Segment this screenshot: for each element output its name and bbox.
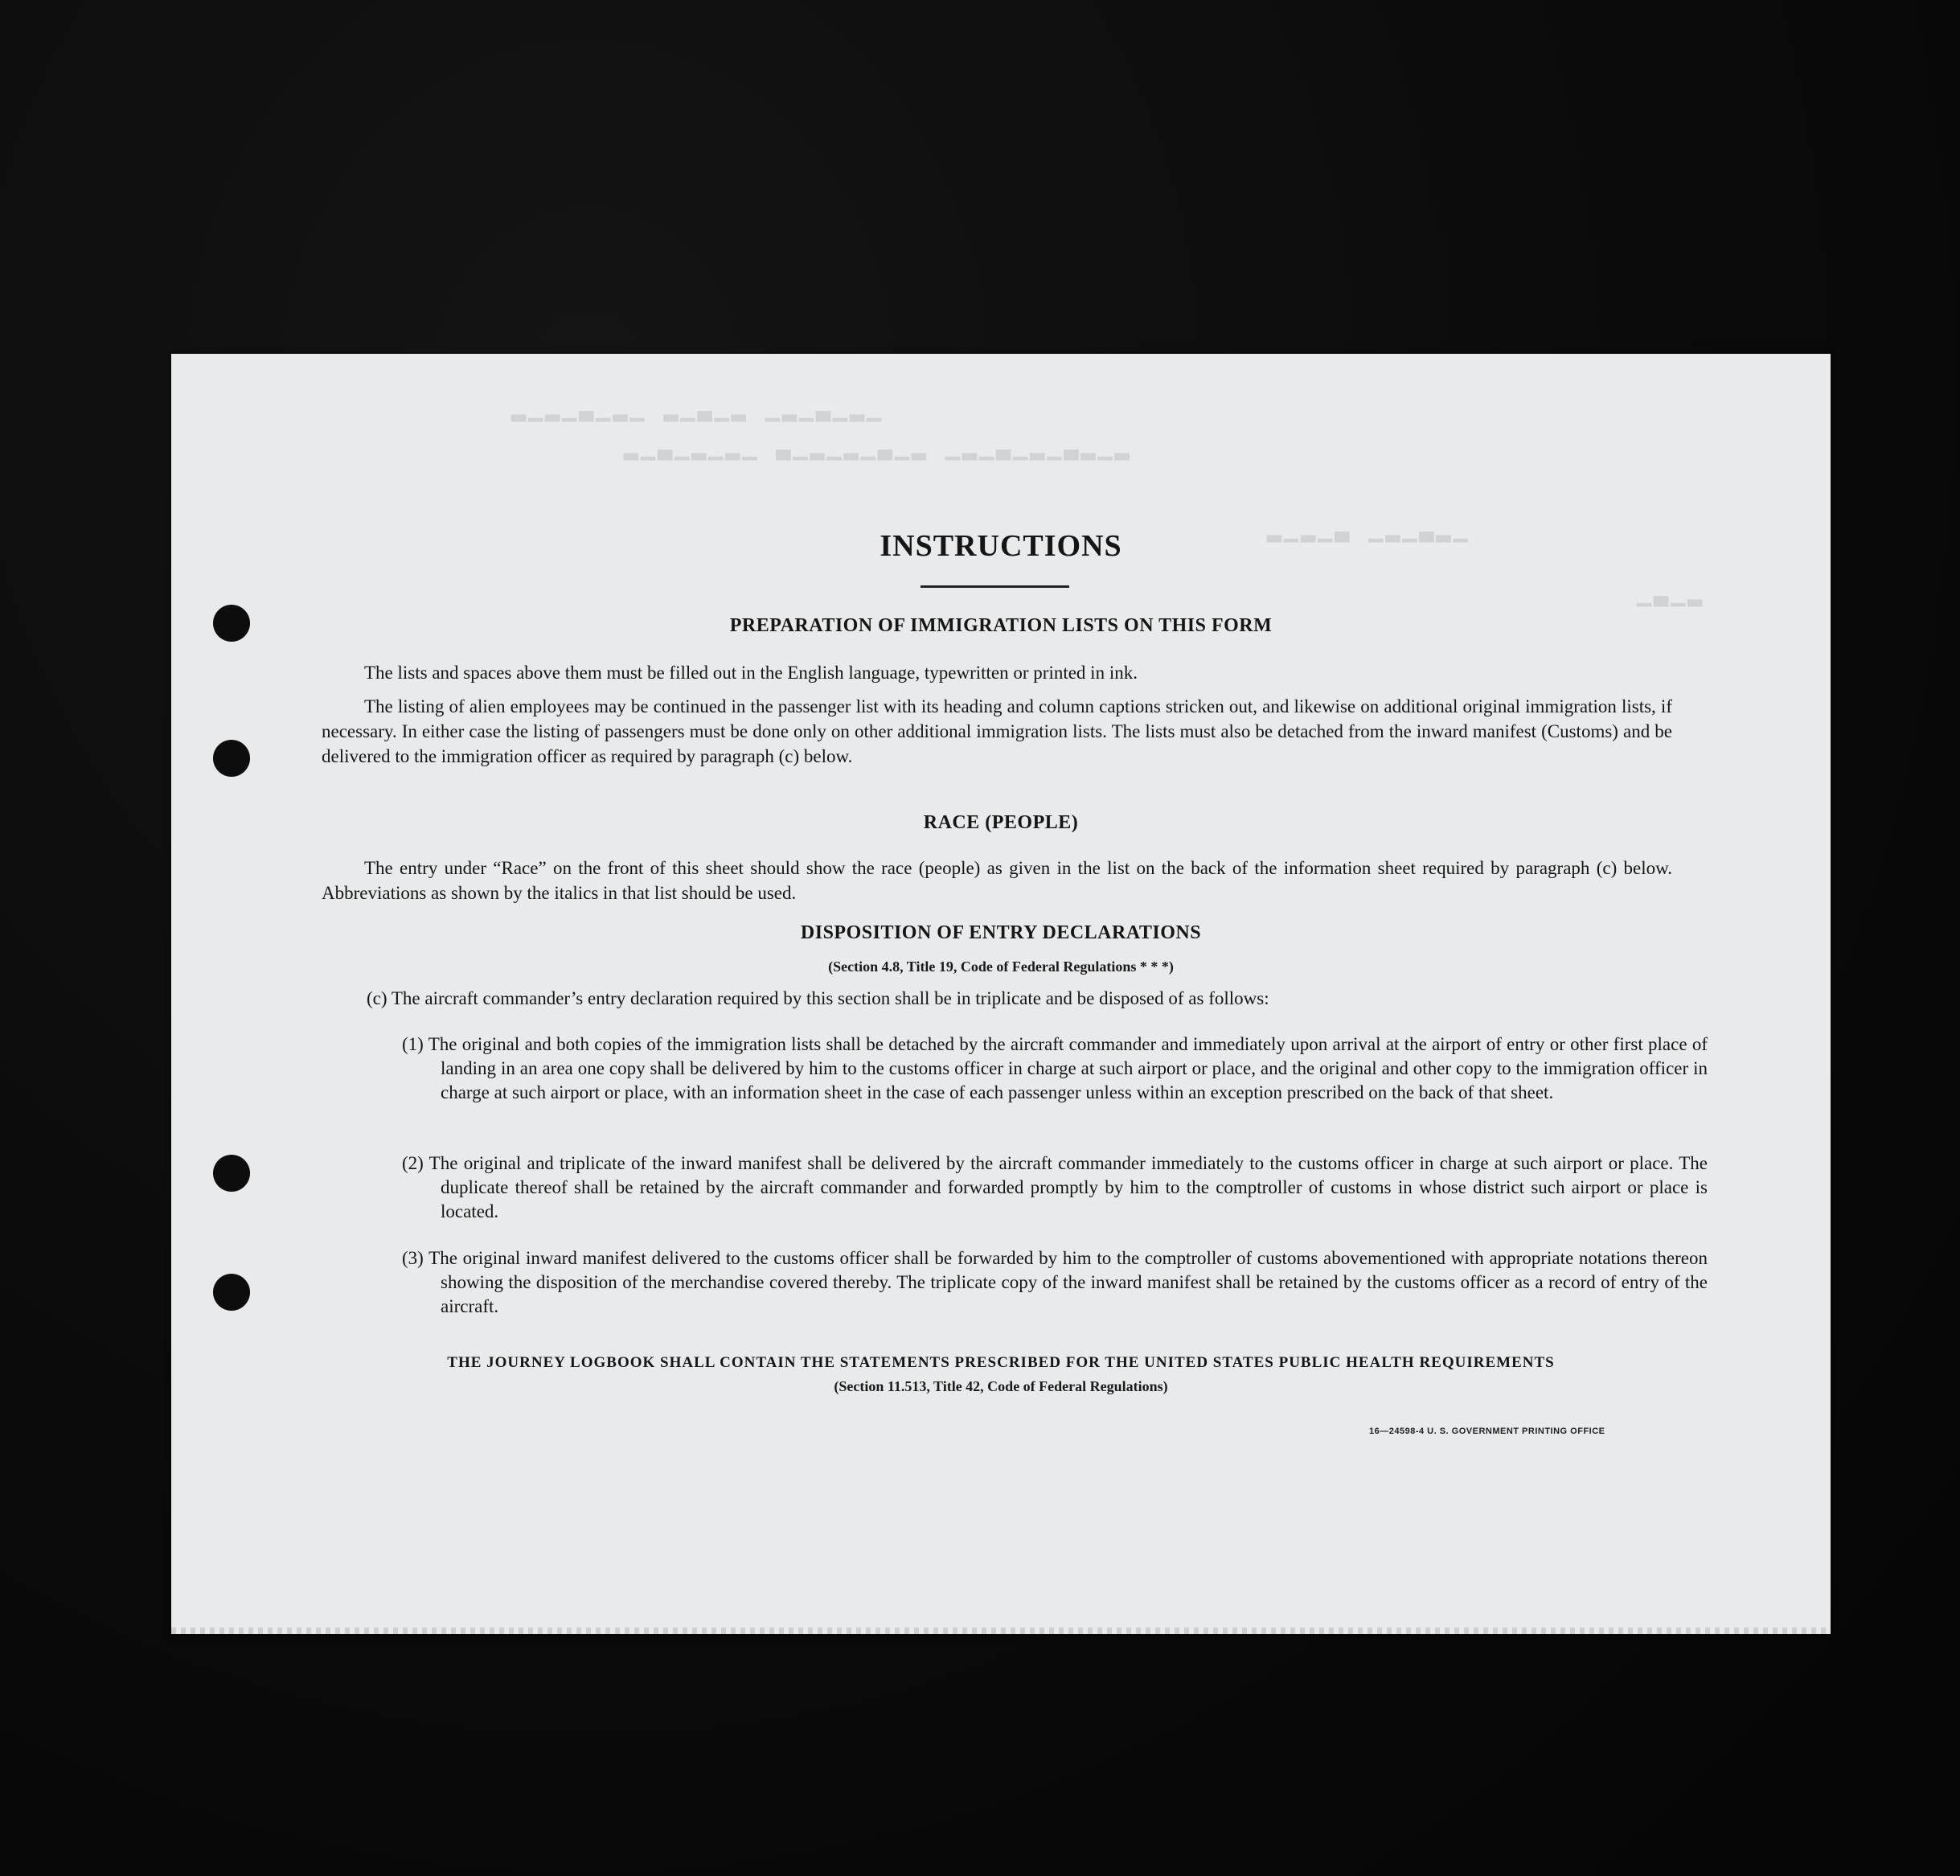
journey-logbook-statement: THE JOURNEY LOGBOOK SHALL CONTAIN THE STATEMENTS PRESCRIBED FOR THE UNITED STATES PUBLIC HEALTH REQUIREMENTS — [447, 1354, 1555, 1371]
section-heading-disposition: DISPOSITION OF ENTRY DECLARATIONS — [800, 922, 1202, 943]
paragraph-race: The entry under “Race” on the front of this sheet should show the race (people) as given in the list on the back of the information sheet required by paragraph (c) below. Abbreviations as shown by the italics in that list should be used. — [322, 858, 1672, 903]
paragraph-preparation-1: The lists and spaces above them must be filled out in the English language, typewritten or printed in ink. — [364, 663, 1138, 683]
list-item-disposition-3: (3) The original inward manifest delivered to the customs officer shall be forwarded by him to the comptroller of customs abovementioned with appropriate notations thereon showing the disposition of the merchandise covered thereby. The triplicate copy of the inward manifest shall be retained by the customs officer as a record of entry of the aircraft. — [402, 1248, 1708, 1316]
list-item-disposition-2: (2) The original and triplicate of the inward manifest shall be delivered by the aircraft commander immediately to the customs officer in charge at such airport or place. The duplicate thereof shall be retained by the aircraft commander and forwarded promptly by him to the comptroller of customs in whose district such airport or place is located. — [402, 1153, 1708, 1221]
printer-mark: 16—24598-4 U. S. GOVERNMENT PRINTING OFFICE — [1369, 1426, 1605, 1436]
bleed-through-marks: ▁▂▃▁▂▁ ▃▁▂▁▂ — [1265, 517, 1468, 544]
list-item-disposition-1: (1) The original and both copies of the immigration lists shall be detached by the aircraft commander and immediately upon arrival at the airport of entry or other first place of landing in an area one copy shall be delivered by him to the customs officer in charge at such airport or place, and the original and other copy to the immigration officer in charge at such airport or place, with an information sheet in the case of each passenger unless within an exception prescribed on the back of that sheet. — [402, 1034, 1708, 1102]
punch-hole — [213, 740, 250, 777]
regulation-reference-journey: (Section 11.513, Title 42, Code of Federal Regulations) — [834, 1378, 1168, 1394]
paragraph-disposition-intro: (c) The aircraft commander’s entry declaration required by this section shall be in triplicate and be disposed of as follows: — [367, 988, 1269, 1008]
section-heading-preparation: PREPARATION OF IMMIGRATION LISTS ON THIS FORM — [729, 615, 1273, 636]
paragraph-preparation-2: The listing of alien employees may be continued in the passenger list with its heading and column captions stricken out, and likewise on additional original immigration lists, if necessary. In either case the listing of passengers must be done only on other additional immigration lists. The lists must also be detached from the inward manifest (Customs) and be delivered to the immigration officer as required by paragraph (c) below. — [322, 696, 1672, 766]
bleed-through-marks: ▂▁▂▃▁▂▁▃▁▂▁ ▂▁▃▁▂▁▂▁▃ ▁▂▁▂▁▃▁▂ — [621, 435, 1130, 462]
page-title: INSTRUCTIONS — [880, 529, 1122, 563]
section-heading-race: RACE (PEOPLE) — [923, 812, 1079, 833]
title-underline — [921, 585, 1069, 588]
bleed-through-marks: ▁▂▁▃▁▂▁ ▂▁▃▁▂ ▁▂▁▃▁▂▁▂ — [509, 396, 882, 424]
punch-hole — [213, 1274, 250, 1311]
document-sheet — [171, 354, 1831, 1634]
bleed-through-marks: ▂▁▃▁ — [1634, 581, 1703, 609]
punch-hole — [213, 1155, 250, 1192]
regulation-reference-disposition: (Section 4.8, Title 19, Code of Federal Regulations * * *) — [828, 959, 1174, 975]
